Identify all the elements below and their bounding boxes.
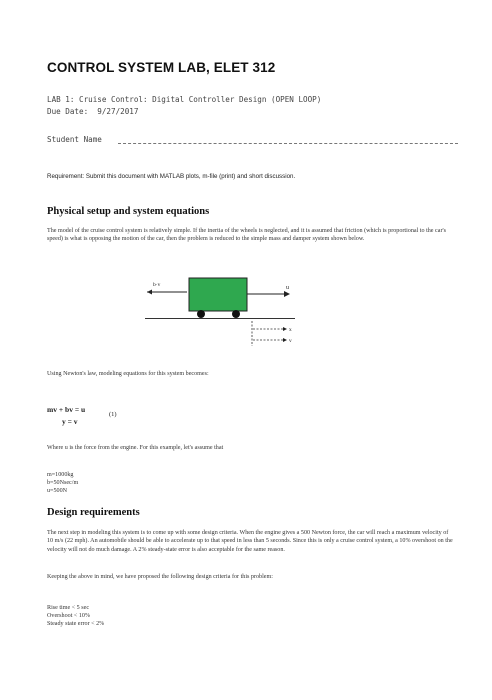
parameter-list xyxy=(47,472,78,495)
equation-2: y = v xyxy=(62,417,78,426)
lab-line: LAB 1: Cruise Control: Digital Controller Design (OPEN LOOP) xyxy=(47,95,322,104)
where-line: Where u is the force from the engine. For this example, let's assume that xyxy=(47,445,224,451)
student-name-line xyxy=(118,143,458,144)
param-mass: m=1000kg xyxy=(47,472,74,478)
wheel-right xyxy=(232,310,240,318)
velocity-arrowhead xyxy=(283,338,287,342)
requirement-text: Requirement: Submit this document with MATLAB plots, m-file (print) and short discussion. xyxy=(47,173,296,180)
student-name-label: Student Name xyxy=(47,135,102,144)
param-damping: b=50Nsec/m xyxy=(47,479,79,486)
position-arrowhead xyxy=(283,327,287,331)
friction-arrowhead xyxy=(147,290,152,295)
design-requirements-paragraph: The next step in modeling this system is to come up with some design criteria. When the engine gives a 500 Newton force, the car will reach a maximum velocity of 10 m/s (22 mph). An automobile should be able to accelerate up to that speed in less than 5 seconds. Since this is only a cruise control system, a 10% overshoot on the velocity will not do much damage. A 2% steady-state error is also acceptable for the same reason. xyxy=(47,530,453,553)
section-heading-design-requirements: Design requirements xyxy=(47,507,140,518)
force-arrowhead xyxy=(284,291,290,297)
criterion-rise-time: Rise time < 5 sec xyxy=(47,605,90,611)
document-title: CONTROL SYSTEM LAB, ELET 312 xyxy=(47,60,276,75)
mass-damper-diagram xyxy=(145,268,315,348)
criteria-list xyxy=(47,605,104,628)
wheel-left xyxy=(197,310,205,318)
force-label: u xyxy=(286,285,289,291)
equation-1: mv + bv = u xyxy=(47,405,86,414)
velocity-label: v xyxy=(289,338,292,344)
position-label: x xyxy=(289,327,292,333)
friction-label: b·v xyxy=(153,282,161,288)
physical-setup-paragraph: The model of the cruise control system is relatively simple. If the inertia of the wheels is neglected, and it is assumed that friction (which is proportional to the car's speed) is what is opposing the motion of the car, then the problem is reduced to the simple mass and damper system shown below. xyxy=(47,228,446,243)
param-force: u=500N xyxy=(47,487,68,494)
keeping-line: Keeping the above in mind, we have proposed the following design criteria for this problem: xyxy=(47,574,273,580)
due-date-line: Due Date: 9/27/2017 xyxy=(47,107,139,116)
newton-law-line: Using Newton's law, modeling equations for this system becomes: xyxy=(47,371,209,377)
criterion-steady-state-error: Steady state error < 2% xyxy=(47,620,105,627)
criterion-overshoot: Overshoot < 10% xyxy=(47,612,91,619)
car-body xyxy=(189,278,247,311)
section-heading-physical-setup: Physical setup and system equations xyxy=(47,206,210,217)
equation-number: (1) xyxy=(109,411,117,418)
